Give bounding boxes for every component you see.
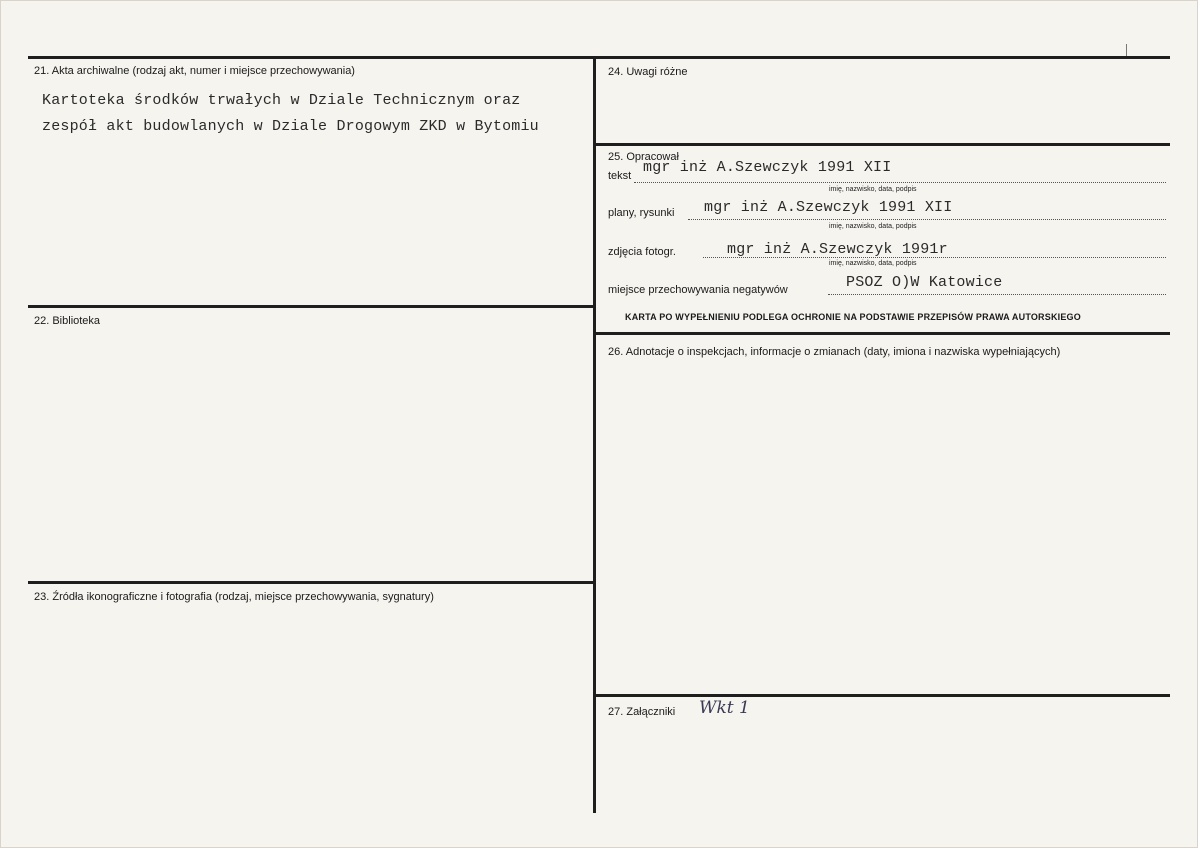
tekst-value: mgr inż A.Szewczyk 1991 XII [643, 159, 892, 176]
section-21-typed-line-1: Kartoteka środków trwałych w Dziale Technicznym oraz [42, 92, 521, 109]
corner-mark [1126, 44, 1127, 56]
section-24-label: 24. Uwagi różne [608, 66, 688, 78]
center-divider [593, 56, 596, 813]
zdjecia-label: zdjęcia fotogr. [608, 246, 676, 258]
zdjecia-value: mgr inż A.Szewczyk 1991r [727, 241, 948, 258]
plany-value: mgr inż A.Szewczyk 1991 XII [704, 199, 953, 216]
divider-22-23 [28, 581, 594, 584]
divider-25-26 [594, 332, 1170, 335]
section-25-label: 25. Opracował [608, 151, 679, 163]
divider-26-27 [594, 694, 1170, 697]
section-27-label: 27. Załączniki [608, 706, 676, 718]
plany-label: plany, rysunki [608, 207, 675, 219]
tekst-label: tekst [608, 170, 632, 182]
plany-line [688, 219, 1166, 220]
section-21-label: 21. Akta archiwalne (rodzaj akt, numer i miejsce przechowywania) [34, 65, 355, 77]
top-divider [28, 56, 1170, 59]
divider-24-25 [594, 143, 1170, 146]
negatywy-line [828, 294, 1166, 295]
section-27-handwritten-value: Wkt 1 [699, 698, 750, 718]
section-23-label: 23. Źródła ikonograficzne i fotografia (rodzaj, miejsce przechowywania, sygnatury) [34, 591, 434, 603]
section-26-label: 26. Adnotacje o inspekcjach, informacje o zmianach (daty, imiona i nazwiska wypełniających) [608, 346, 1061, 358]
negatywy-label: miejsce przechowywania negatywów [608, 284, 788, 296]
divider-21-22 [28, 305, 594, 308]
tekst-line [634, 182, 1166, 183]
section-21-typed-line-2: zespół akt budowlanych w Dziale Drogowym ZKD w Bytomiu [42, 118, 539, 135]
section-22-label: 22. Biblioteka [34, 315, 101, 327]
copyright-notice: KARTA PO WYPEŁNIENIU PODLEGA OCHRONIE NA PODSTAWIE PRZEPISÓW PRAWA AUTORSKIEGO [625, 312, 1081, 322]
negatywy-value: PSOZ O)W Katowice [846, 274, 1003, 291]
zdjecia-caption: imię, nazwisko, data, podpis [829, 260, 917, 267]
tekst-caption: imię, nazwisko, data, podpis [829, 186, 917, 193]
plany-caption: imię, nazwisko, data, podpis [829, 223, 917, 230]
